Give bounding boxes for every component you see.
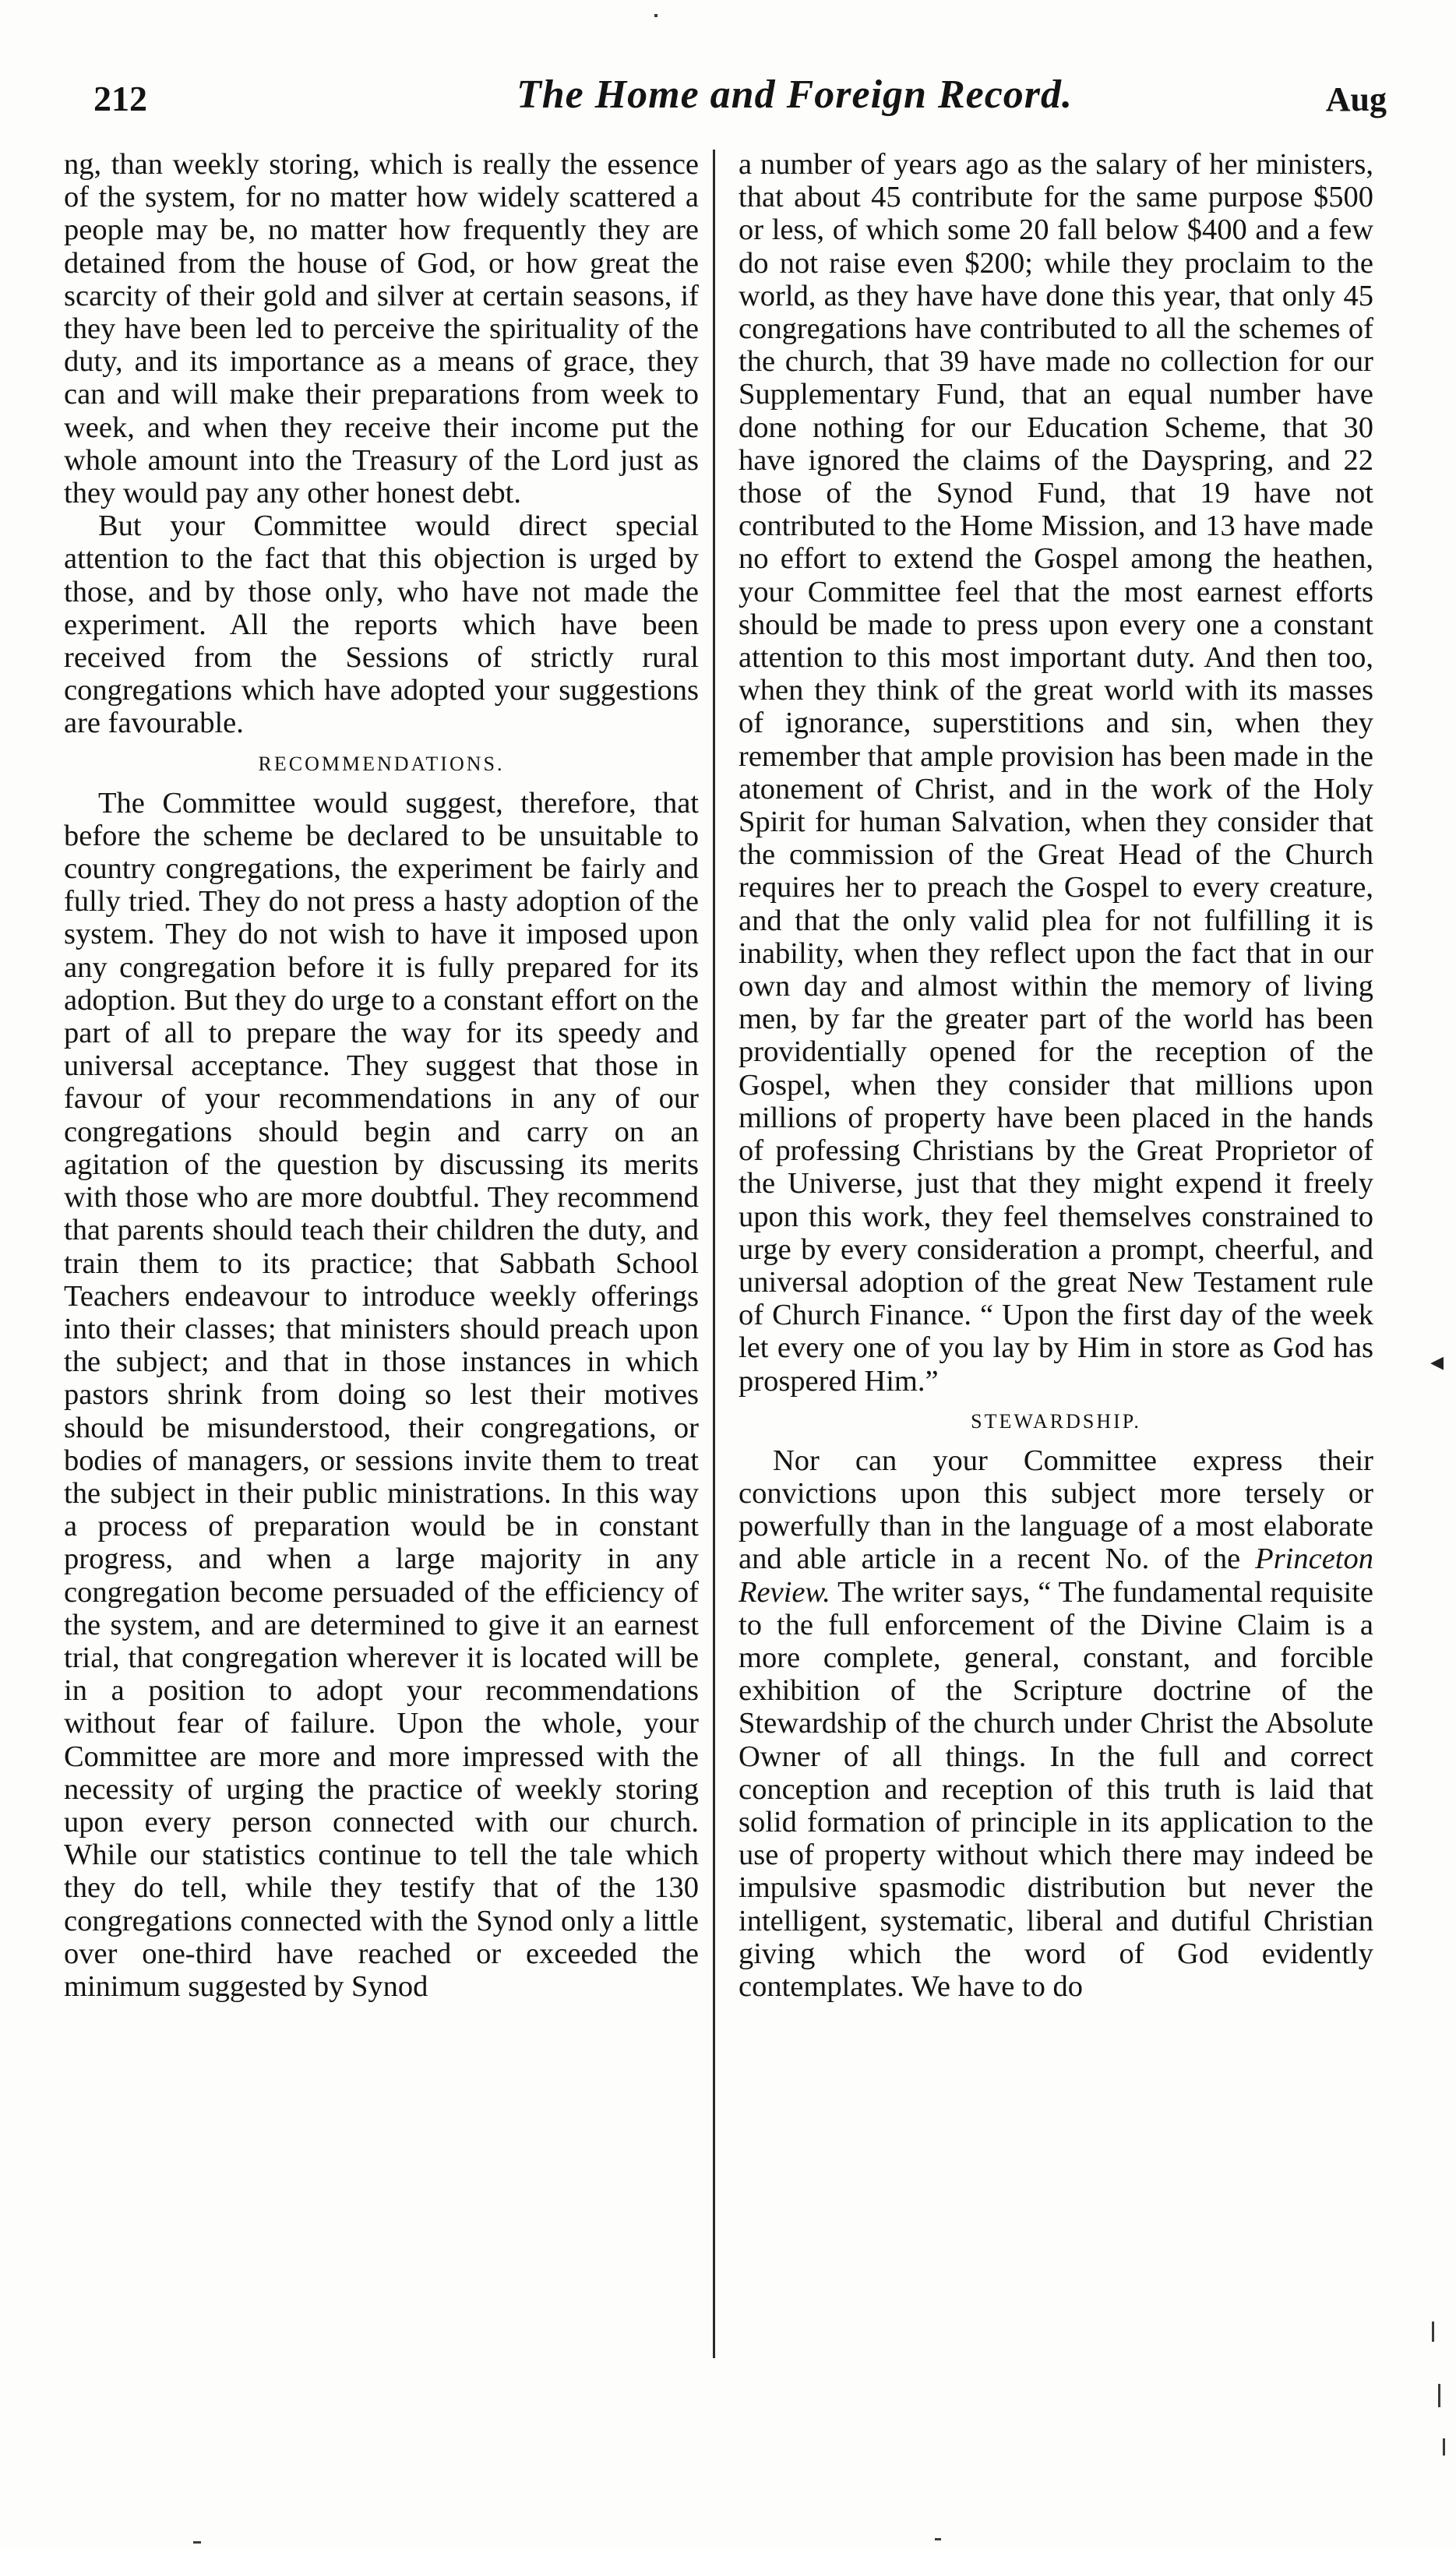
scan-speck bbox=[1443, 2438, 1445, 2456]
scan-speck bbox=[193, 2541, 201, 2544]
scan-speck bbox=[935, 2538, 941, 2540]
paragraph: ng, than weekly storing, which is really the essence of the system, for no matter how widely scattered a people may be, no matter how frequently they are detained from the house of God, or how great the scarcity of their gold and silver at certain seasons, if they have been led to perceive the spirituality of the duty, and its importance as a means of grace, they can and will make their preparations from week to week, and when they receive their income put the whole amount into the Treasury of the Lord just as they would pay any other honest debt. bbox=[64, 148, 699, 510]
section-heading-stewardship: STEWARDSHIP. bbox=[971, 1409, 1141, 1433]
running-header bbox=[93, 69, 1387, 131]
paragraph: But your Committee would direct special attention to the fact that this objection is urged by those, and by those only, who have not made the experiment. All the reports which have been received from the Sessions of strictly rural congregations which have adopted your suggestions are favourable. bbox=[64, 509, 699, 740]
stewardship-quote: The writer says, “ The fundamental requisite to the full enforcement of the Divine Claim is a more complete, general, constant, and forcible exhibition of the Scripture doctrine of the Stewardship of the church under Christ the Absolute Owner of all things. In the full and correct conception and reception of this truth is laid that solid formation of principle in its application to the use of property without which there may indeed be impulsive spasmodic distribution but never the intelligent, systematic, liberal and dutiful Christian giving which the word of God evidently contemplates. We have to do bbox=[739, 1575, 1373, 2003]
page-edge-mark: ◂ bbox=[1430, 1346, 1444, 1377]
paragraph: The Committee would suggest, therefore, that before the scheme be declared to be unsuitable to country congregations, the experiment be fairly and fully tried. They do not press a hasty adoption of the system. They do not wish to have it imposed upon any congregation before it is fully prepared for its adoption. But they do urge to a constant effort on the part of all to prepare the way for its speedy and universal acceptance. They suggest that those in favour of your recommendations in any of our congregations should begin and carry on an agitation of the question by discussing its merits with those who are more doubtful. They recommend that parents should teach their children the duty, and train them to its practice; that Sabbath School Teachers endeavour to introduce weekly offerings into their classes; that ministers should preach upon the subject; and that in those instances in which pastors shrink from doing so lest their motives should be misunderstood, their congregations, or bodies of managers, or sessions invite them to treat the subject in their public ministrations. In this way a process of preparation would be in constant progress, and when a large majority in any congregation become persuaded of the efficiency of the system, and are determined to give it an earnest trial, that congregation wherever it is located will be in a position to adopt your recommendations without fear of failure. Upon the whole, your Committee are more and more impressed with the necessity of urging the practice of weekly storing upon every person connected with our church. While our statistics continue to tell the tale which they do tell, while they testify that of the 130 congregations connected with the Synod only a little over one-third have reached or exceeded the minimum suggested by Synod bbox=[64, 786, 699, 2003]
page-number: 212 bbox=[93, 79, 147, 118]
right-column bbox=[739, 148, 1373, 2003]
scan-speck bbox=[1438, 2384, 1440, 2407]
section-heading-recommendations: RECOMMENDATIONS. bbox=[258, 752, 505, 775]
scan-speck bbox=[654, 14, 657, 17]
left-column bbox=[64, 148, 699, 2003]
journal-title: Princeton Review. bbox=[739, 1542, 1373, 1609]
stewardship-paragraph bbox=[739, 1444, 1373, 2003]
scan-speck bbox=[1432, 2322, 1434, 2342]
running-title: The Home and Foreign Record. bbox=[516, 72, 1073, 117]
stewardship-intro: Nor can your Committee express their convictions upon this subject more tersely or powerfully than in the language of a most elaborate and able article in a recent No. of the bbox=[739, 1444, 1373, 1576]
paragraph: a number of years ago as the salary of her ministers, that about 45 contribute for the same purpose $500 or less, of which some 20 fall below $400 and a few do not raise even $200; while they proclaim to the world, as they have have done this year, that only 45 congregations have contributed to all the schemes of the church, that 39 have made no collection for our Supplementary Fund, that an equal number have done nothing for our Education Scheme, that 30 have ignored the claims of the Dayspring, and 22 those of the Synod Fund, that 19 have not contributed to the Home Mission, and 13 have made no effort to extend the Gospel among the heathen, your Committee feel that the most earnest efforts should be made to press upon every one a constant attention to this most important duty. And then too, when they think of the great world with its masses of ignorance, superstitions and sin, when they remember that ample provision has been made in the atonement of Christ, and in the work of the Holy Spirit for human Salvation, when they consider that the commission of the Great Head of the Church requires her to preach the Gospel to every creature, and that the only valid plea for not fulfilling it is inability, when they reflect upon the fact that in our own day and almost within the memory of living men, by far the greater part of the world has been providentially opened for the reception of the Gospel, when they consider that millions upon millions of property have been placed in the hands of professing Christians by the Great Proprietor of the Universe, just that they might expend it freely upon this work, they feel themselves constrained to urge by every consideration a prompt, cheerful, and universal adoption of the great New Testament rule of Church Finance. “ Upon the first day of the week let every one of you lay by Him in store as God has prospered Him.” bbox=[739, 148, 1373, 1398]
column-rule bbox=[713, 150, 715, 2358]
running-month: Aug bbox=[1325, 80, 1387, 118]
